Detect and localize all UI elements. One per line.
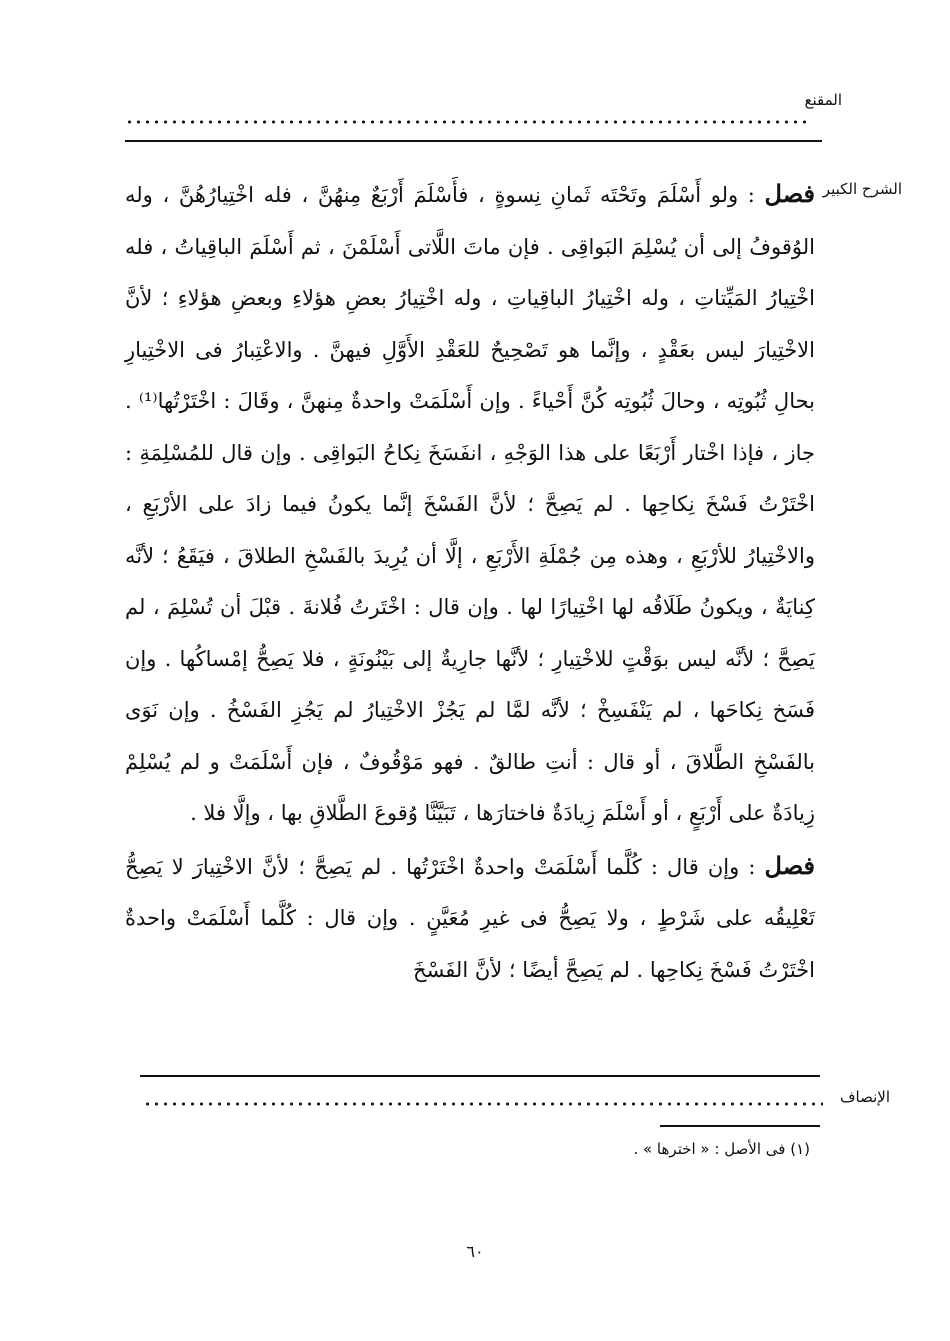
sharh-label: الشرح الكبير <box>822 180 902 198</box>
insaf-rule <box>140 1075 820 1077</box>
paragraph-1 <box>125 168 815 840</box>
paragraph-2-text: : وإن قال : كُلَّما أَسْلَمَتْ واحدةٌ اخْتَرْتُها . لم يَصِحَّ ؛ لأنَّ الاخْتِيارَ لا يَصِحُّ تَعْلِيقُه على شَرْطٍ ، ولا يَصِحُّ فى غيرِ مُعَيَّنٍ . وإن قال : كُلَّما أَسْلَمَتْ واحدةٌ اخْتَرْتُ فَسْخَ نِكاحِها . لم يَصِحَّ أيضًا ؛ لأنَّ الفَسْخَ <box>125 854 815 982</box>
page-number: ٦٠ <box>466 1242 484 1261</box>
fasl-heading-1: فصل <box>764 179 816 208</box>
muqni-label: المقنع <box>804 91 842 109</box>
insaf-label: الإنصاف <box>839 1088 890 1106</box>
muqni-dotted-line <box>125 120 810 124</box>
insaf-dotted-line <box>143 1102 823 1106</box>
header-rule <box>125 140 822 142</box>
footnote: (١) فى الأصل : « اخترها » . <box>633 1140 810 1158</box>
main-text <box>125 168 815 996</box>
footnote-rule <box>660 1125 820 1127</box>
paragraph-1-text: : ولو أَسْلَمَ وتَحْتَه ثَمانِ نِسوةٍ ، فأَسْلَمَ أَرْبَعٌ مِنهُنَّ ، فله اخْتِيارُهُنَّ ، وله الوُقوفُ إلى أن يُسْلِمَ البَواقِى . فإن ماتَ اللَّاتى أَسْلَمْنَ ، ثم أَسْلَمَ الباقِياتُ ، فله اخْتِيارُ المَيِّتاتِ ، وله اخْتِيارُ الباقِياتِ ، وله اخْتِيارُ بعضِ هؤلاءِ وبعضِ هؤلاءِ ؛ لأنَّ الاخْتِيارَ ليس بعَقْدٍ ، وإنَّما هو تَصْحِيحٌ للعَقْدِ الأَوَّلِ فيهنَّ . والاعْتِبارُ فى الاخْتِيارِ بحالِ ثُبُوتِه ، وحالَ ثُبُوتِه كُنَّ أَحْياءً . وإن أَسْلَمَتْ واحدةٌ مِنهنَّ ، وقَالَ : اخْتَرْتُها⁽¹⁾ . جاز ، فإذا اخْتار أَرْبَعًا على هذا الوَجْهِ ، انفَسَخَ نِكاحُ البَواقِى . وإن قال للمُسْلِمَةِ : اخْتَرْتُ فَسْخَ نِكاحِها . لم يَصِحَّ ؛ لأنَّ الفَسْخَ إنَّما يكونُ فيما زادَ على الأرْبَعِ ، والاخْتِيارُ للأرْبَعِ ، وهذه مِن جُمْلَةِ الأَرْبَعِ ، إلَّا أن يُرِيدَ بالفَسْخِ الطلاقَ ، فيَقَعُ ؛ لأنَّه كِنايَةٌ ، ويكونُ طَلَاقُه لها اخْتِيارًا لها . وإن قال : اخْتَرتُ فُلانةَ . قبْلَ أن تُسْلِمَ ، لم يَصِحَّ ؛ لأنَّه ليس بوَقْتٍ للاخْتِيارِ ؛ لأنَّها جارِيةٌ إلى بَيْنُونَةٍ ، فلا يَصِحُّ إمْساكُها . وإن فَسَخ نِكاحَها ، لم يَنْفَسِخْ ؛ لأنَّه لمَّا لم يَجُزْ الاخْتِيارُ لم يَجُزِ الفَسْخُ . وإن نَوَى بالفَسْخِ الطَّلاقَ ، أو قال : أنتِ طالقٌ . فهو مَوْقُوفٌ ، فإن أَسْلَمَتْ و لم يُسْلِمْ زِيادَةٌ على أَرْبَعٍ ، أو أَسْلَمَ زِيادَةٌ فاختارَها ، تَبَيَّنَّا وُقوعَ الطَّلاقِ بها ، وإلَّا فلا . <box>125 183 815 825</box>
fasl-heading-2: فصل <box>764 850 815 880</box>
paragraph-2 <box>125 840 815 997</box>
